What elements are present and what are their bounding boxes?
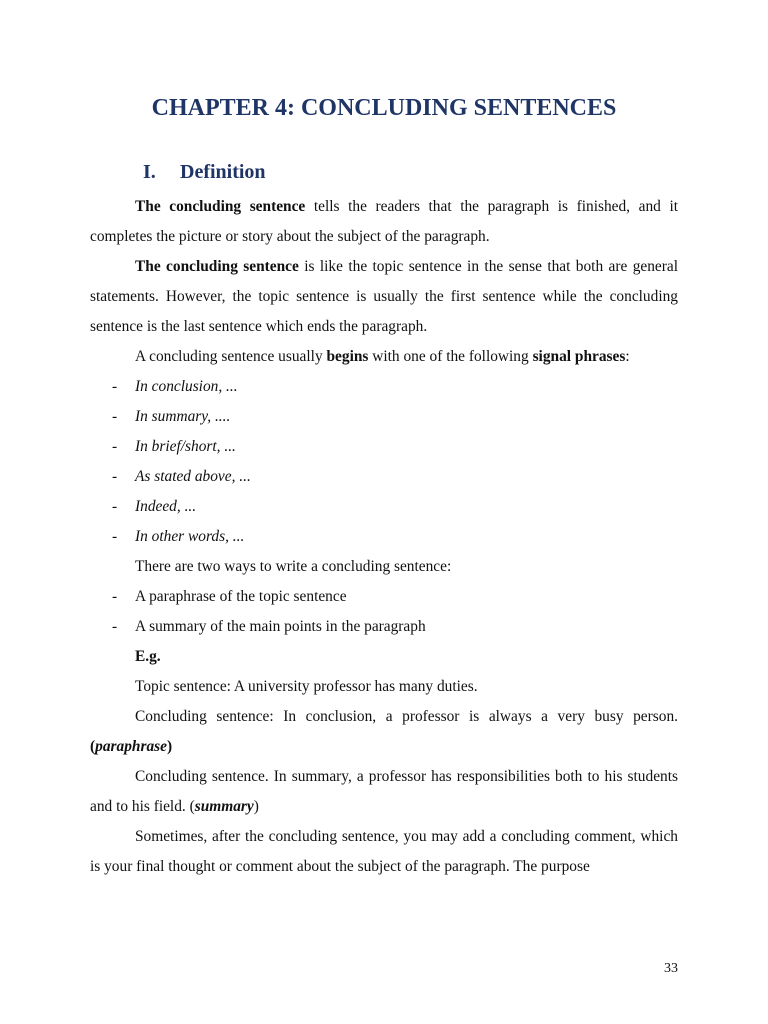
- dash-bullet: -: [112, 498, 118, 515]
- paragraph-text: :: [625, 348, 630, 365]
- list-item: [90, 372, 678, 402]
- dash-bullet: -: [112, 618, 118, 635]
- list-item: [90, 432, 678, 462]
- paragraph-definition-2: [90, 252, 678, 342]
- list-item: [90, 522, 678, 552]
- section-title: Definition: [180, 161, 266, 183]
- bold-term: signal phrases: [532, 348, 626, 365]
- dash-bullet: -: [112, 378, 118, 395]
- paren-close: ): [253, 798, 259, 815]
- dash-bullet: -: [112, 528, 118, 545]
- example-tag: summary: [194, 798, 254, 815]
- section-number: I.: [143, 161, 156, 183]
- example-topic-sentence: Topic sentence: A university professor has many duties.: [135, 678, 478, 695]
- list-item: [90, 462, 678, 492]
- example-label: [90, 642, 678, 672]
- way-text: A summary of the main points in the paragraph: [135, 618, 426, 635]
- dash-bullet: -: [112, 468, 118, 485]
- paren-close: ): [166, 738, 173, 755]
- paragraph-text: is like the topic sentence in the sense that both are general statements. However, the topic sentence is usually the first sentence while the concluding sentence is the last sentence which ends the paragraph.: [90, 258, 678, 335]
- paragraph-concluding-comment: Sometimes, after the concluding sentence, you may add a concluding comment, which is your final thought or comment about the subject of the paragraph. The purpose: [90, 828, 678, 875]
- paragraph-definition-1: [90, 192, 678, 252]
- signal-phrase: In other words, ...: [135, 528, 245, 545]
- signal-phrase: In summary, ....: [135, 408, 231, 425]
- signal-phrase-list: [90, 372, 678, 552]
- list-item: [90, 582, 678, 612]
- way-text: A paraphrase of the topic sentence: [135, 588, 347, 605]
- example-tag: paraphrase: [95, 738, 167, 755]
- ways-list: [90, 582, 678, 642]
- paragraph-signal-intro: [90, 342, 678, 372]
- example-paraphrase: [90, 702, 678, 762]
- example-text: Concluding sentence: In conclusion, a professor is always a very busy person.: [135, 708, 678, 725]
- body-text: [90, 192, 678, 882]
- paragraph-text: with one of the following: [368, 348, 533, 365]
- section-heading: [143, 158, 266, 186]
- paragraph-ways-intro: There are two ways to write a concluding sentence:: [135, 558, 452, 575]
- eg-label: E.g.: [135, 648, 161, 665]
- signal-phrase: Indeed, ...: [135, 498, 197, 515]
- example-summary: [90, 762, 678, 822]
- bold-term: begins: [326, 348, 369, 365]
- example-text: Concluding sentence. In summary, a professor has responsibilities both to his students and to his field.: [90, 768, 678, 815]
- signal-phrase: In conclusion, ...: [135, 378, 238, 395]
- page-number: 33: [664, 961, 678, 976]
- bold-term: The concluding sentence: [135, 258, 299, 275]
- signal-phrase: As stated above, ...: [135, 468, 251, 485]
- dash-bullet: -: [112, 408, 118, 425]
- signal-phrase: In brief/short, ...: [135, 438, 236, 455]
- bold-term: The concluding sentence: [135, 198, 306, 215]
- dash-bullet: -: [112, 588, 118, 605]
- paren-open: (: [189, 798, 195, 815]
- list-item: [90, 492, 678, 522]
- list-item: [90, 402, 678, 432]
- dash-bullet: -: [112, 438, 118, 455]
- paragraph-text: tells the readers that the paragraph is finished, and it completes the picture or story about the subject of the paragraph.: [90, 198, 678, 245]
- paragraph-text: A concluding sentence usually: [135, 348, 327, 365]
- chapter-title: CHAPTER 4: CONCLUDING SENTENCES: [151, 95, 617, 121]
- paren-open: (: [90, 738, 96, 755]
- list-item: [90, 612, 678, 642]
